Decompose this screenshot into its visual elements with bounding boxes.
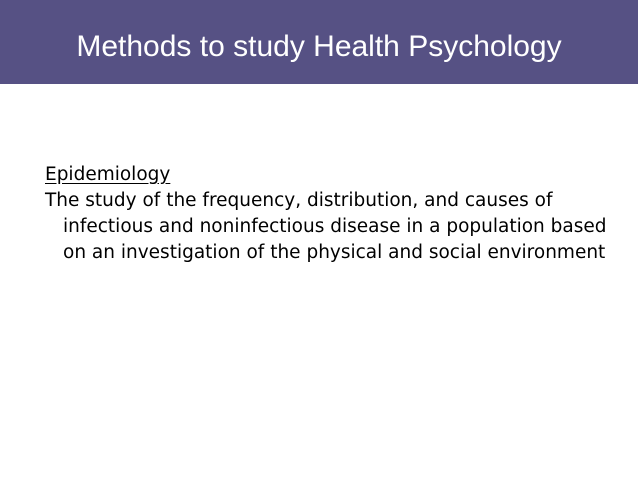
slide-title: Methods to study Health Psychology	[76, 30, 562, 63]
term-definition: The study of the frequency, distribution, and causes of infectious and noninfectious disease in a population based on an investigation of the physical and social environment	[45, 190, 607, 263]
term-heading: Epidemiology	[45, 164, 171, 185]
title-bar	[0, 0, 638, 84]
slide-body	[45, 162, 615, 266]
